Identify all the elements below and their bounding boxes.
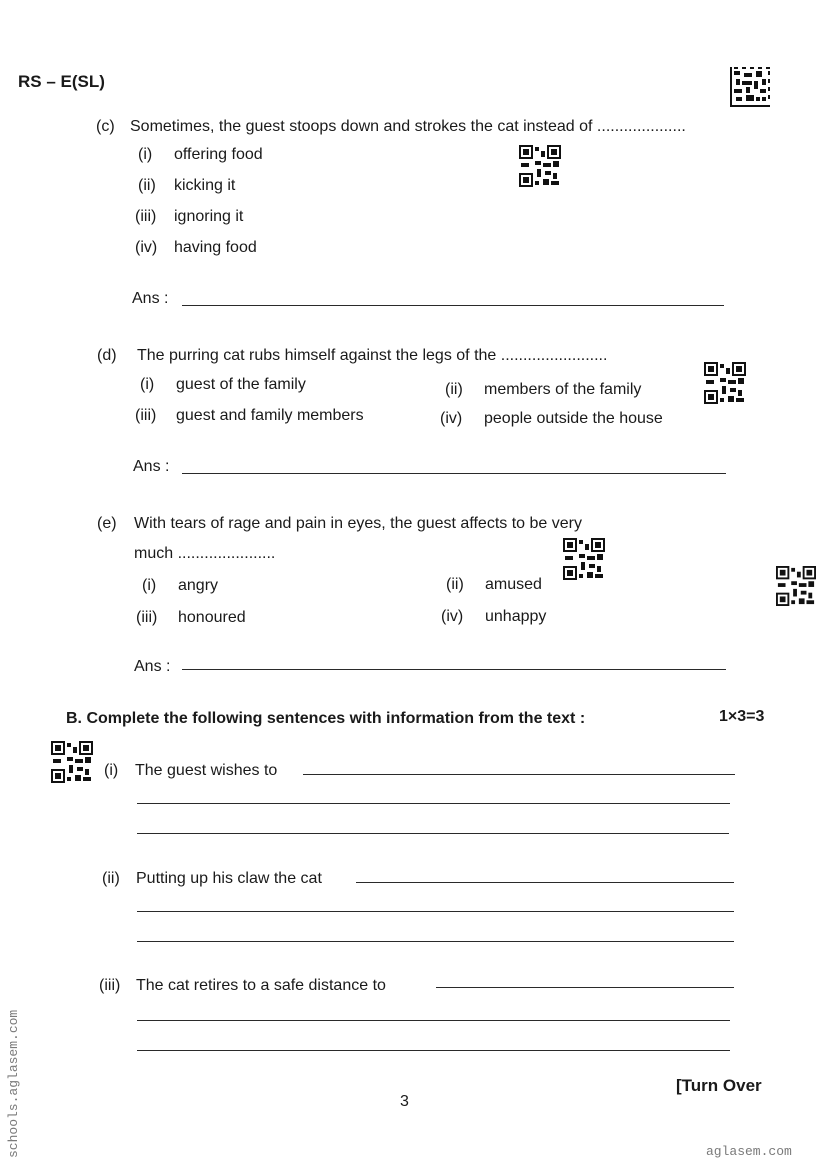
answer-line-b-iii-1[interactable] [436,987,734,988]
option-number: (iv) [441,608,464,625]
option-number: (i) [140,376,155,393]
question-d-text: The purring cat rubs himself against the legs of the ........................ [137,347,608,364]
option-text: people outside the house [484,410,663,427]
option-number: (ii) [445,381,463,398]
sentence-text: The guest wishes to [135,762,278,779]
option-text: guest of the family [176,376,306,393]
answer-line-b-i-2[interactable] [137,803,730,804]
watermark-side [6,968,34,1158]
answer-line-b-iii-3[interactable] [137,1050,730,1051]
option-d-iii [135,407,364,425]
option-text: unhappy [485,608,547,625]
sentence-number: (ii) [102,870,120,887]
option-e-ii [446,576,542,594]
turn-over-label: [Turn Over [676,1076,762,1095]
answer-label-d: Ans : [133,458,170,475]
option-c-ii [138,177,235,195]
question-d [97,347,607,365]
sentence-number: (i) [104,762,119,779]
answer-line-e[interactable] [182,669,726,670]
option-e-iv [441,608,546,626]
option-text: kicking it [174,177,236,194]
section-b-marks: 1×3=3 [719,708,765,725]
question-e-label: (e) [97,515,117,532]
option-text: angry [178,577,219,594]
qr-code-icon [563,538,605,580]
answer-line-b-i-3[interactable] [137,833,729,834]
answer-line-b-ii-3[interactable] [137,941,734,942]
watermark-side-text: schools.aglasem.com [6,1009,21,1158]
sentence-iii [99,977,386,995]
qr-code-icon [519,145,561,187]
question-c-label: (c) [96,118,115,135]
qr-code-icon [704,362,746,404]
option-text: offering food [174,146,263,163]
option-text: members of the family [484,381,642,398]
answer-line-c[interactable] [182,305,724,306]
question-c [96,118,686,136]
answer-line-b-ii-1[interactable] [356,882,734,883]
option-number: (iii) [136,609,158,626]
option-number: (iii) [135,208,157,225]
option-text: having food [174,239,257,256]
option-c-i [138,146,263,164]
option-number: (ii) [138,177,156,194]
answer-line-b-i-1[interactable] [303,774,735,775]
answer-line-b-ii-2[interactable] [137,911,734,912]
option-e-iii [136,609,246,627]
answer-label-c: Ans : [132,290,169,307]
sentence-ii [102,870,322,888]
option-c-iv [135,239,257,257]
qr-code-icon [776,566,816,606]
paper-code: RS – E(SL) [18,72,105,91]
option-text: honoured [178,609,246,626]
option-c-iii [135,208,243,226]
question-e-text-line2: much ...................... [134,545,276,562]
option-number: (i) [138,146,153,163]
option-number: (ii) [446,576,464,593]
section-b-heading: B. Complete the following sentences with information from the text : [66,710,586,727]
option-d-iv [440,410,663,428]
answer-line-b-iii-2[interactable] [137,1020,730,1021]
sentence-number: (iii) [99,977,121,994]
question-e [97,515,582,533]
option-d-i [140,376,306,394]
option-number: (iv) [440,410,463,427]
datamatrix-code-icon [730,67,770,107]
option-d-ii [445,381,641,399]
question-e-text-line1: With tears of rage and pain in eyes, the guest affects to be very [134,515,582,532]
answer-line-d[interactable] [182,473,726,474]
sentence-i [104,762,277,780]
sentence-text: The cat retires to a safe distance to [136,977,386,994]
question-c-text: Sometimes, the guest stoops down and strokes the cat instead of .................... [130,118,686,135]
option-text: guest and family members [176,407,364,424]
qr-code-icon [51,741,93,783]
option-number: (iv) [135,239,158,256]
question-d-label: (d) [97,347,117,364]
watermark-bottom: aglasem.com [706,1144,792,1159]
option-e-i [142,577,218,595]
option-number: (iii) [135,407,157,424]
option-text: amused [485,576,542,593]
page-number: 3 [400,1093,409,1110]
answer-label-e: Ans : [134,658,171,675]
option-number: (i) [142,577,157,594]
sentence-text: Putting up his claw the cat [136,870,322,887]
option-text: ignoring it [174,208,244,225]
